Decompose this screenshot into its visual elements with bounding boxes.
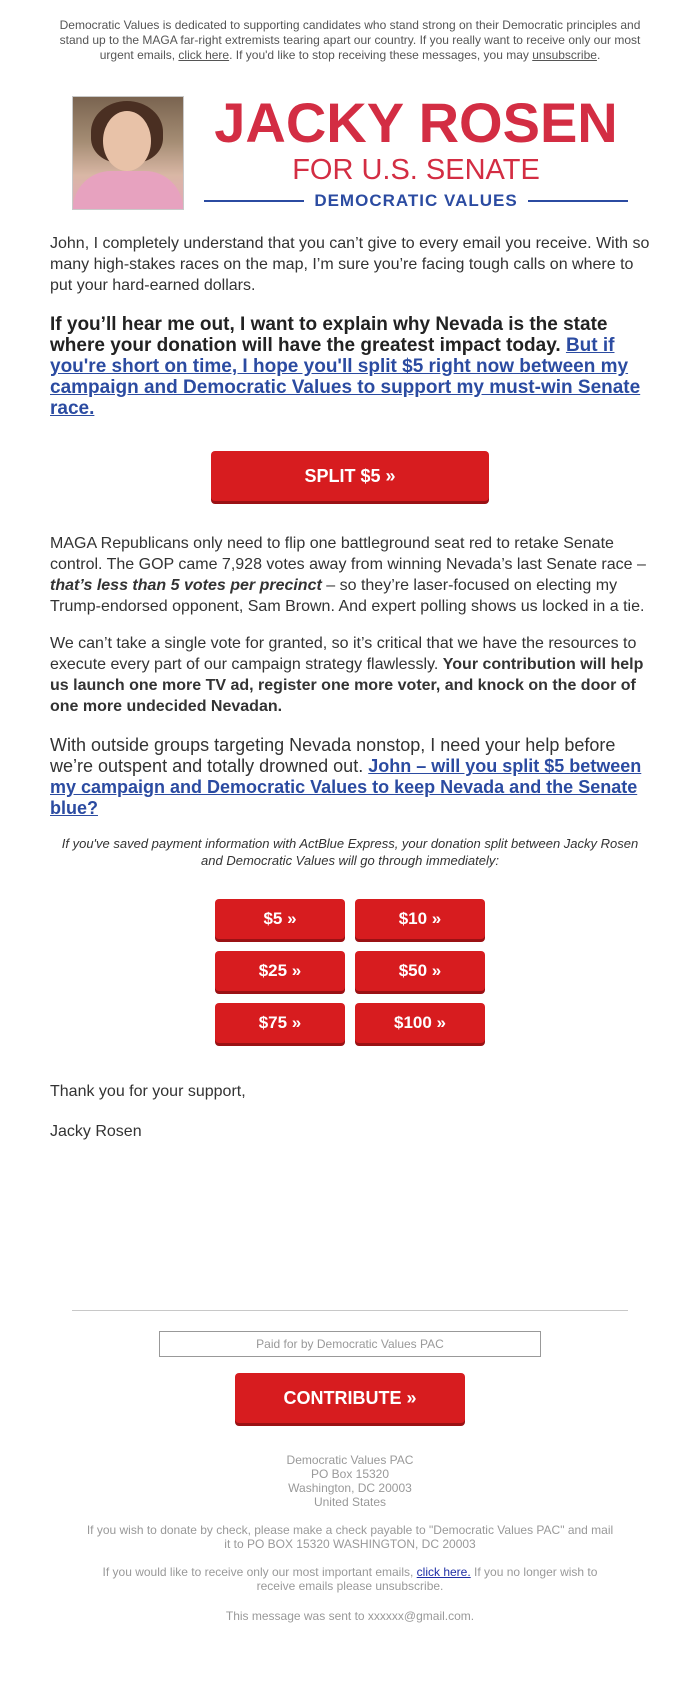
paid-for-disclaimer: Paid for by Democratic Values PAC	[159, 1331, 541, 1357]
sent-to-note: This message was sent to xxxxxx@gmail.com.	[225, 1609, 475, 1623]
important-emails-link[interactable]: click here.	[416, 1565, 471, 1579]
preheader-text-middle: . If you'd like to stop receiving these messages, you may	[229, 48, 533, 62]
donate-10-button[interactable]: $10 »	[355, 899, 485, 939]
maga-text-end: – so they’re laser-focused on electing my Trump-endorsed opponent, Sam Brown. And expert polling shows us locked in a tie.	[50, 577, 645, 615]
resources-bold-text: Your contribution will help us launch one more TV ad, register one more voter, and knock on the door of one more undecided Nevadan.	[50, 656, 644, 715]
signature: Jacky Rosen	[50, 1123, 142, 1140]
actblue-express-note: If you've saved payment information with ActBlue Express, your donation split between Jacky Rosen and Democratic Values will go through immediately:	[61, 836, 639, 868]
check-donation-note: If you wish to donate by check, please make a check payable to "Democratic Values PAC" and mail it to PO BOX 15320 WASHINGTON, DC 20003	[86, 1523, 614, 1551]
unsubscribe-link[interactable]: unsubscribe	[532, 48, 597, 62]
logo-candidate-name: JACKY ROSEN	[214, 90, 618, 154]
split-blue-link[interactable]: John – will you split $5 between my campaign and Democratic Values to keep Nevada and the Senate blue?	[50, 756, 642, 818]
email-footer	[24, 1310, 676, 1623]
intro-paragraph: John, I completely understand that you can’t give to every email you receive. With so many high-stakes races on the map, I’m sure you’re facing tough calls on where to put your hard-earned dollars.	[50, 235, 650, 294]
outspent-text: With outside groups targeting Nevada nonstop, I need your help before we’re outspent and totally drowned out.	[50, 735, 616, 776]
campaign-logo	[204, 90, 628, 211]
logo-subtitle: FOR U.S. SENATE	[292, 153, 540, 186]
email-header	[24, 90, 676, 210]
donation-amount-grid	[215, 899, 485, 1043]
address-line: Democratic Values PAC	[286, 1453, 414, 1467]
preheader	[24, 0, 676, 63]
maga-text: MAGA Republicans only need to flip one battleground seat red to retake Senate control. The GOP came 7,928 votes away from winning Nevada’s last Senate race –	[50, 535, 646, 573]
donate-25-button[interactable]: $25 »	[215, 951, 345, 991]
urgent-emails-link[interactable]: click here	[178, 48, 230, 62]
logo-org-name: DEMOCRATIC VALUES	[314, 190, 518, 210]
email-container	[24, 0, 676, 1623]
preheader-text-end: .	[596, 48, 601, 62]
email-preferences-note	[24, 1565, 676, 1593]
appeal-paragraph	[50, 314, 650, 419]
footer-divider	[72, 1310, 628, 1311]
donate-100-button[interactable]: $100 »	[355, 1003, 485, 1043]
pac-address	[24, 1453, 676, 1509]
candidate-photo	[72, 96, 184, 210]
address-line: Washington, DC 20003	[288, 1481, 412, 1495]
preferences-text-end: If you no longer wish to receive emails please unsubscribe.	[256, 1565, 598, 1593]
donate-50-button[interactable]: $50 »	[355, 951, 485, 991]
maga-paragraph	[50, 533, 650, 617]
donate-5-button[interactable]: $5 »	[215, 899, 345, 939]
split-donation-link[interactable]: But if you're short on time, I hope you'll split $5 right now between my campaign and Democratic Values to support my must-win Senate race.	[50, 335, 641, 419]
preheader-text: Democratic Values is dedicated to supporting candidates who stand strong on their Democratic principles and stand up to the MAGA far-right extremists tearing apart our country. If you really want to receive only our most urgent emails,	[59, 18, 641, 62]
resources-paragraph	[50, 633, 650, 717]
outspent-paragraph	[50, 735, 650, 819]
preferences-text: If you would like to receive only our most important emails,	[102, 1565, 417, 1579]
donate-75-button[interactable]: $75 »	[215, 1003, 345, 1043]
logo-org-row	[204, 191, 628, 211]
contribute-button[interactable]: CONTRIBUTE »	[235, 1373, 465, 1423]
logo-rule-right	[528, 200, 628, 202]
appeal-bold-text: If you’ll hear me out, I want to explain why Nevada is the state where your donation will have the greatest impact today.	[50, 314, 608, 356]
logo-rule-left	[204, 200, 304, 202]
split-5-button[interactable]: SPLIT $5 »	[211, 451, 489, 501]
thanks-line: Thank you for your support,	[50, 1083, 246, 1100]
address-line: United States	[313, 1495, 387, 1509]
address-line: PO Box 15320	[310, 1467, 390, 1481]
resources-text: We can’t take a single vote for granted, so it’s critical that we have the resources to execute every part of our campaign strategy flawlessly.	[50, 635, 637, 673]
email-body	[24, 233, 676, 1141]
votes-emphasis: that’s less than 5 votes per precinct	[50, 577, 322, 594]
